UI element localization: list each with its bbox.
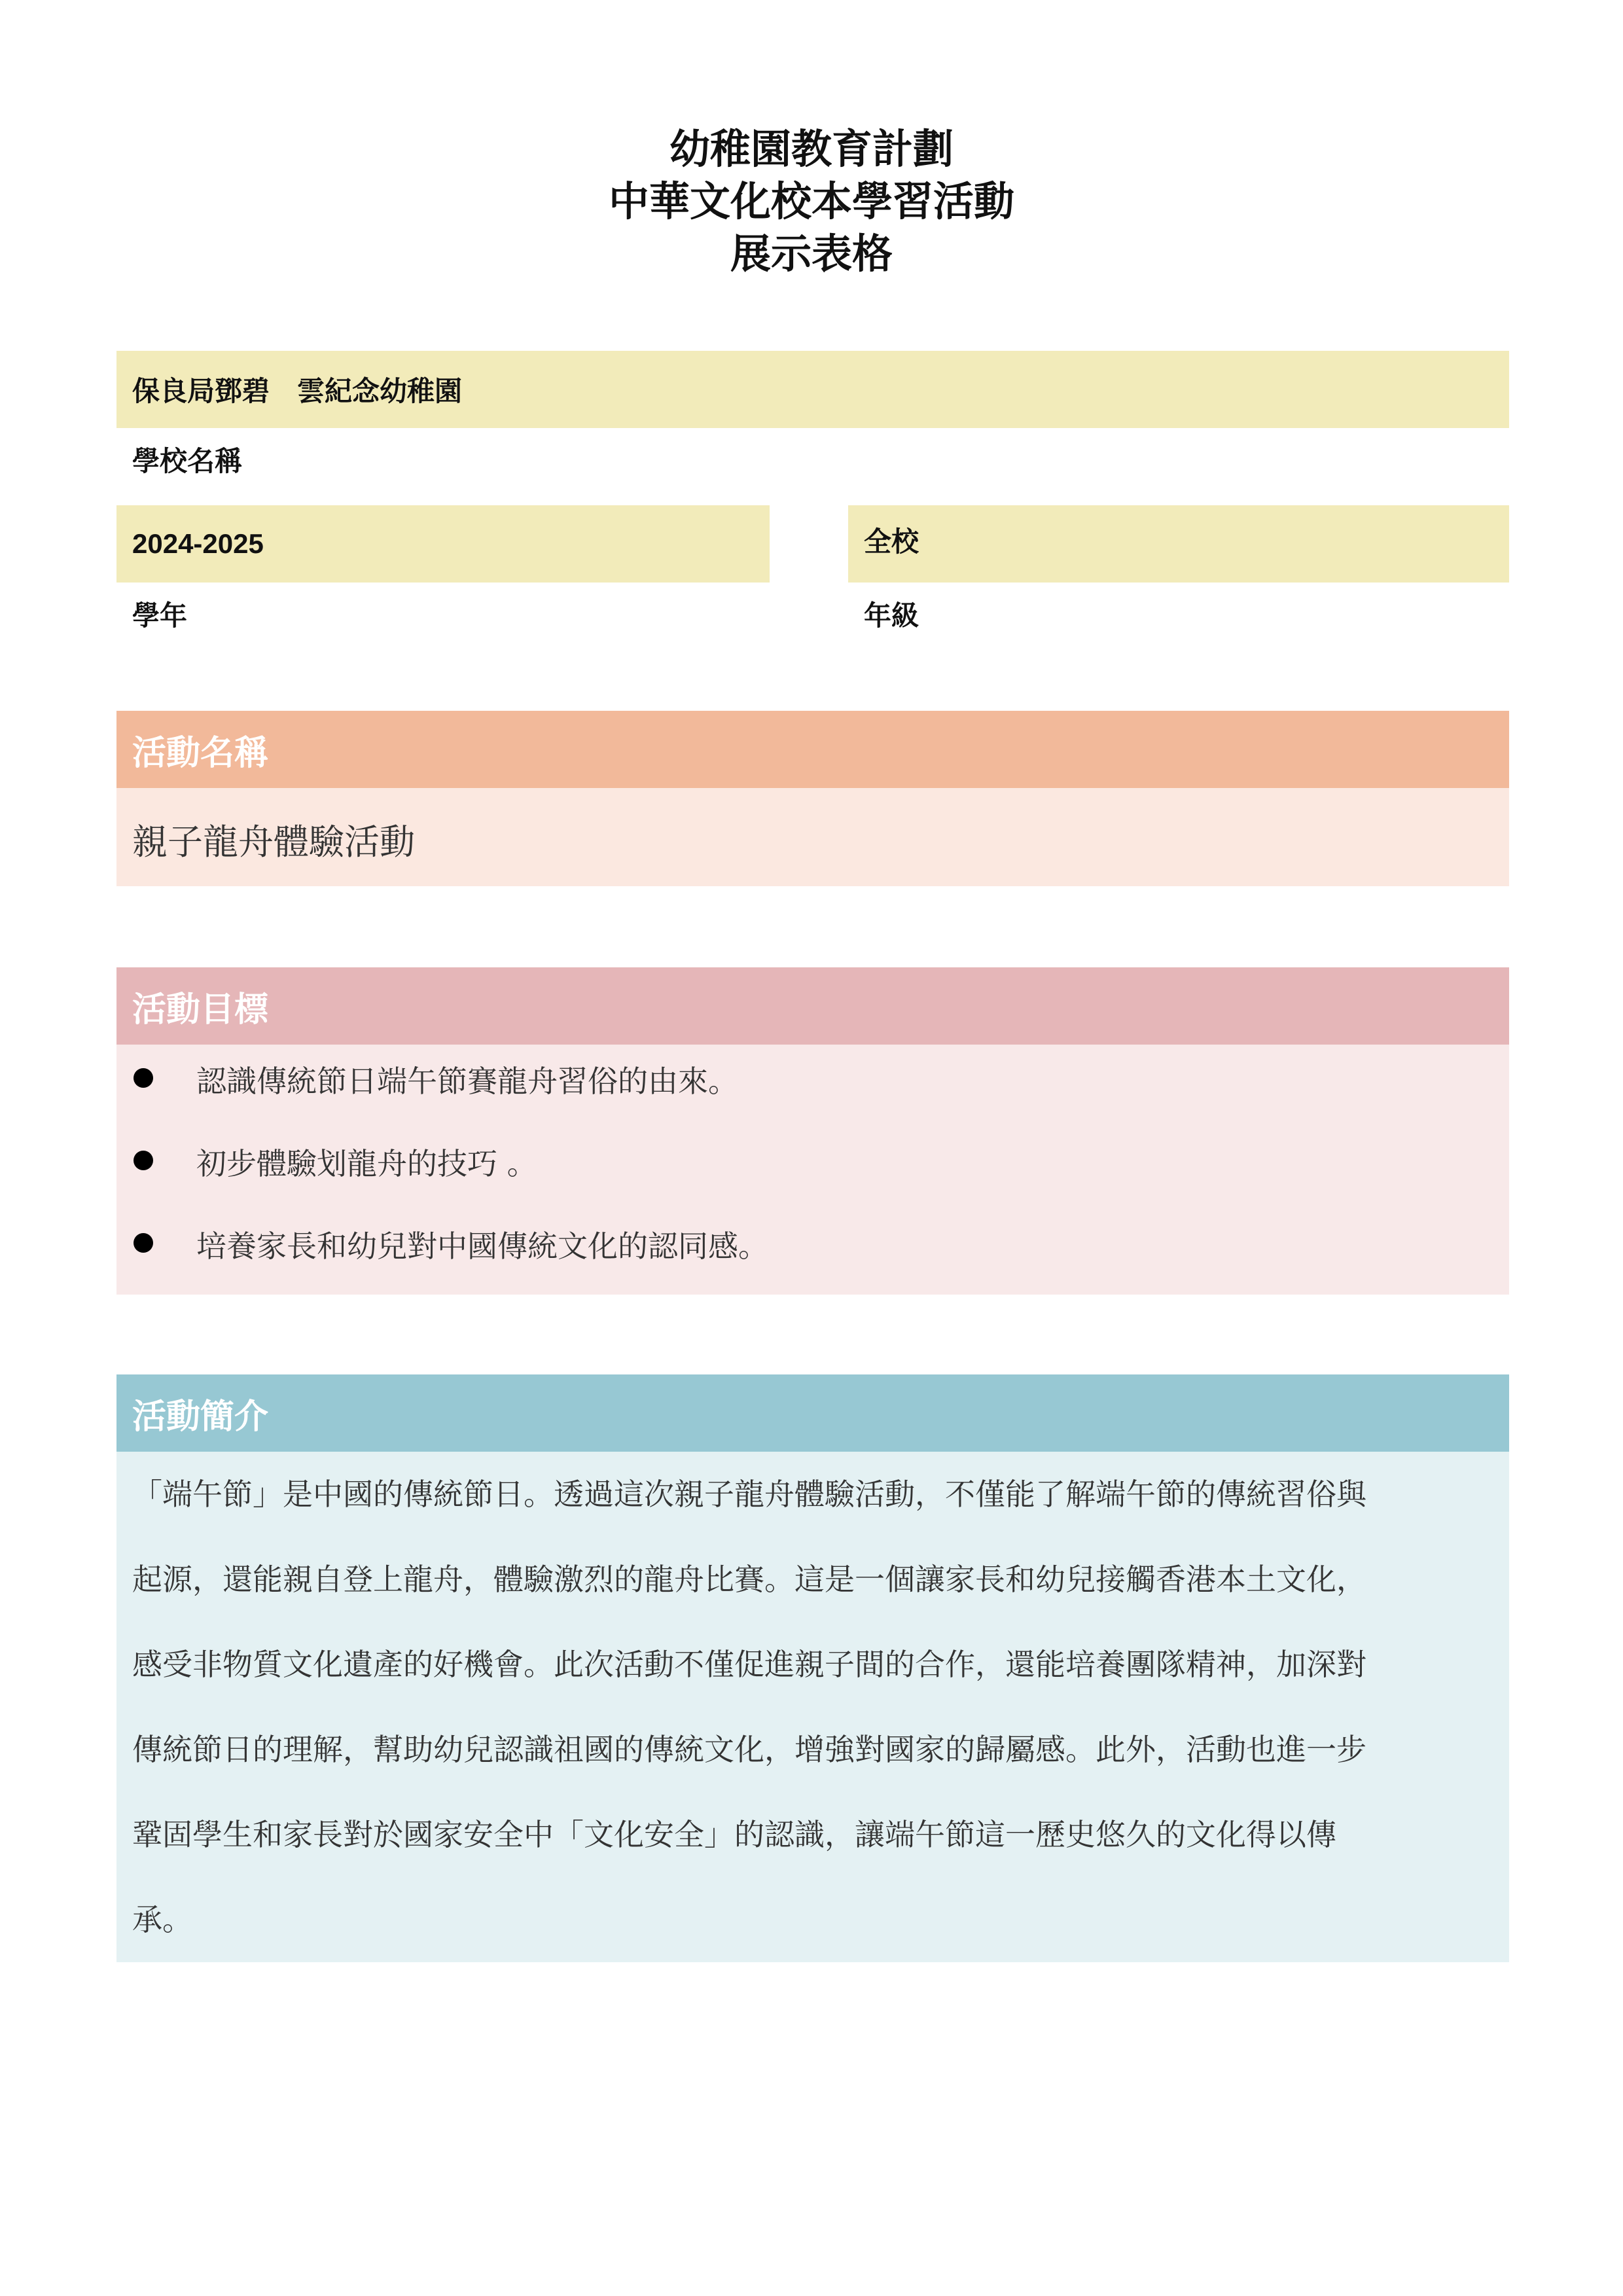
school-year-bar [116, 505, 770, 583]
goal-item [116, 1217, 1509, 1270]
title-line-2: 中華文化校本學習活動 [608, 177, 1014, 225]
page-title [0, 123, 1623, 280]
activity-goals-header [116, 967, 1509, 1045]
goal-text: 認識傳統節日端午節賽龍舟習俗的由來。 [196, 1064, 738, 1099]
activity-intro-text [132, 1452, 1493, 1962]
activity-goals-heading: 活動目標 [132, 990, 269, 1030]
school-name-label: 學校名稱 [132, 445, 243, 477]
intro-line: 承。 [132, 1902, 192, 1937]
grade-label: 年級 [864, 600, 919, 632]
intro-line: 傳統節日的理解，幫助幼兒認識祖國的傳統文化，增強對國家的歸屬感。此外，活動也進一步 [132, 1732, 1366, 1767]
goal-item [116, 1052, 1509, 1105]
goal-text: 培養家長和幼兒對中國傳統文化的認同感。 [196, 1229, 768, 1264]
activity-name-value: 親子龍舟體驗活動 [132, 821, 415, 863]
bullet-icon [134, 1068, 153, 1088]
title-line-3: 展示表格 [730, 230, 893, 278]
activity-intro-body [116, 1452, 1509, 1962]
bullet-icon [134, 1233, 153, 1253]
activity-goals-body [116, 1045, 1509, 1295]
bullet-icon [134, 1151, 153, 1170]
grade-value: 全校 [864, 526, 919, 558]
activity-name-body [116, 788, 1509, 886]
school-name-value: 保良局鄧碧 雲紀念幼稚園 [132, 375, 463, 407]
school-name-bar [116, 351, 1509, 428]
intro-line: 感受非物質文化遺產的好機會。此次活動不僅促進親子間的合作，還能培養團隊精神，加深對 [132, 1647, 1366, 1682]
activity-intro-header [116, 1374, 1509, 1452]
school-year-label: 學年 [132, 600, 188, 632]
activity-name-header [116, 711, 1509, 788]
goal-item [116, 1135, 1509, 1187]
grade-bar [848, 505, 1509, 583]
intro-line: 「端午節」是中國的傳統節日。透過這次親子龍舟體驗活動，不僅能了解端午節的傳統習俗與 [132, 1477, 1366, 1512]
intro-line: 鞏固學生和家長對於國家安全中「文化安全」的認識，讓端午節這一歷史悠久的文化得以傳 [132, 1817, 1336, 1852]
intro-line: 起源，還能親自登上龍舟，體驗激烈的龍舟比賽。這是一個讓家長和幼兒接觸香港本土文化， [132, 1562, 1366, 1597]
activity-intro-heading: 活動簡介 [132, 1397, 269, 1437]
school-year-value: 2024-2025 [132, 528, 264, 559]
activity-name-heading: 活動名稱 [132, 733, 269, 773]
goal-text: 初步體驗划龍舟的技巧 。 [196, 1146, 537, 1181]
title-line-1: 幼稚園教育計劃 [669, 125, 954, 173]
